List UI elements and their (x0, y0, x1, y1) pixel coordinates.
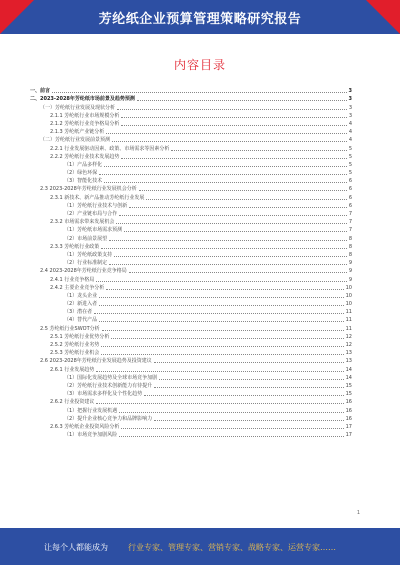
toc-leader-dots (119, 412, 343, 413)
toc-entry-label: （1）龙头企业 (64, 292, 98, 299)
toc-entry-label: （2）芳纶纸行业技术创新能力有待提升 (64, 382, 153, 389)
toc-entry[interactable] (30, 86, 352, 94)
toc-leader-dots (159, 379, 343, 380)
toc-entry-page: 13 (345, 350, 352, 357)
toc-entry[interactable] (30, 405, 352, 413)
toc-entry[interactable] (30, 217, 352, 225)
toc-entry-label: 2.1.2 芳纶纸行业竞争格局分析 (50, 120, 120, 127)
toc-entry[interactable] (30, 233, 352, 241)
toc-entry-label: 2.2.2 芳纶纸行业技术发展趋势 (50, 153, 120, 160)
footer-banner (0, 528, 400, 565)
toc-leader-dots (119, 215, 347, 216)
toc-leader-dots (139, 190, 347, 191)
toc-entry-label: （2）提升企业核心竞争力和品牌影响力 (64, 415, 153, 422)
toc-entry-label: 2.1.1 芳纶纸行业市场规模分析 (50, 112, 120, 119)
toc-leader-dots (137, 100, 347, 101)
toc-entry-label: （1）芳纶纸行业技术与创新 (64, 202, 128, 209)
toc-entry-label: 2.6.1 行业发展趋势 (50, 366, 95, 373)
toc-entry[interactable] (30, 373, 352, 381)
toc-entry-page: 3 (348, 104, 352, 111)
toc-entry-label: 2.4.1 行业竞争格局 (50, 276, 95, 283)
toc-entry-page: 14 (345, 374, 352, 381)
toc-entry-page: 9 (348, 268, 352, 275)
toc-entry[interactable] (30, 315, 352, 323)
toc-entry-page: 6 (348, 186, 352, 193)
toc-entry-label: 2.5.1 芳纶纸行业优势分析 (50, 333, 110, 340)
toc-leader-dots (109, 240, 347, 241)
toc-entry-page: 13 (345, 358, 352, 365)
footer-slogan: 让每个人都能成为 (44, 543, 108, 552)
toc-entry-page: 6 (348, 194, 352, 201)
toc-entry-label: 2.3 2023-2028年芳纶纸行业发展机会分析 (40, 186, 137, 193)
toc-entry-label: （2）新进入者 (64, 301, 98, 308)
toc-leader-dots (104, 166, 347, 167)
toc-entry[interactable] (30, 242, 352, 250)
toc-entry-label: （3）智能化技术 (64, 178, 103, 185)
toc-entry-page: 9 (348, 260, 352, 267)
toc-leader-dots (99, 297, 343, 298)
toc-entry-label: 2.4.2 主要企业竞争分析 (50, 284, 105, 291)
toc-entry-label: （一）芳纶纸行业发展及现状分析 (40, 104, 116, 111)
toc-entry[interactable] (30, 258, 352, 266)
toc-entry[interactable] (30, 274, 352, 282)
toc-entry-page: 6 (348, 178, 352, 185)
toc-entry-label: （4）替代产品 (64, 317, 98, 324)
toc-entry[interactable] (30, 127, 352, 135)
toc-entry[interactable] (30, 176, 352, 184)
toc-entry[interactable] (30, 291, 352, 299)
toc-leader-dots (99, 321, 343, 322)
toc-entry[interactable] (30, 152, 352, 160)
toc-entry-page: 10 (345, 284, 352, 291)
header-banner (0, 0, 400, 34)
toc-entry-page: 17 (345, 432, 352, 439)
toc-entry[interactable] (30, 340, 352, 348)
toc-entry-label: 2.5.2 芳纶纸行业劣势 (50, 342, 100, 348)
toc-entry-label: 二、2023-2028年芳纶纸市场前景及趋势预测 (30, 96, 135, 103)
toc-entry[interactable] (30, 266, 352, 274)
toc-entry-page: 11 (345, 309, 352, 316)
toc-entry-label: （1）市场竞争加剧风险 (64, 432, 118, 439)
toc-leader-dots (99, 305, 343, 306)
toc-leader-dots (99, 174, 347, 175)
toc-entry[interactable] (30, 209, 352, 217)
toc-entry-page: 11 (345, 317, 352, 324)
toc-entry-page: 7 (348, 211, 352, 217)
toc-entry-page: 15 (345, 391, 352, 398)
toc-leader-dots (129, 207, 347, 208)
toc-entry-label: （2）绿色环保 (64, 170, 98, 177)
toc-leader-dots (52, 92, 347, 93)
toc-leader-dots (119, 436, 343, 437)
toc-entry-page: 15 (345, 382, 352, 389)
toc-leader-dots (124, 231, 347, 232)
toc-entry[interactable] (30, 119, 352, 127)
toc-entry-page: 5 (348, 161, 352, 168)
table-of-contents (30, 86, 352, 438)
toc-leader-dots (116, 223, 346, 224)
toc-entry-label: （1）芳纶纸政策支持 (64, 251, 113, 258)
toc-leader-dots (104, 182, 347, 183)
toc-entry-page: 7 (348, 219, 352, 226)
toc-entry-page: 5 (348, 170, 352, 177)
toc-entry[interactable] (30, 250, 352, 258)
toc-leader-dots (114, 256, 347, 257)
toc-entry-label: （1）国际化发展趋势及全球市场竞争加剧 (64, 374, 158, 381)
toc-entry-label: 2.3.3 芳纶纸行业政策 (50, 243, 100, 250)
toc-entry-label: （2）市场前景展望 (64, 235, 108, 242)
toc-entry-page: 16 (345, 407, 352, 414)
toc-entry-page: 10 (345, 301, 352, 308)
toc-entry[interactable] (30, 356, 352, 364)
toc-entry[interactable] (30, 299, 352, 307)
toc-entry-label: 2.6.3 芳纶纸企业投资风险分析 (50, 423, 120, 430)
toc-entry[interactable] (30, 143, 352, 151)
toc-leader-dots (171, 150, 346, 151)
toc-entry[interactable] (30, 348, 352, 356)
toc-entry[interactable] (30, 397, 352, 405)
toc-entry[interactable] (30, 192, 352, 200)
toc-entry-page: 4 (348, 129, 352, 136)
toc-entry-page: 6 (348, 202, 352, 209)
toc-entry-page: 14 (345, 366, 352, 373)
toc-heading: 内容目录 (173, 58, 226, 72)
toc-entry-label: 一、前言 (30, 88, 51, 95)
toc-entry-label: （二）芳纶纸行业发展前景预测 (40, 137, 111, 144)
toc-entry[interactable] (30, 135, 352, 143)
toc-entry[interactable] (30, 201, 352, 209)
toc-leader-dots (101, 346, 343, 347)
toc-entry[interactable] (30, 94, 352, 102)
toc-entry-label: （2）产业链布局与合作 (64, 211, 118, 217)
toc-entry[interactable] (30, 102, 352, 110)
toc-entry-page: 12 (345, 333, 352, 340)
toc-leader-dots (121, 428, 343, 429)
toc-entry-page: 8 (348, 235, 352, 242)
toc-entry-page: 16 (345, 399, 352, 406)
toc-entry[interactable] (30, 381, 352, 389)
toc-entry-page: 17 (345, 423, 352, 430)
toc-leader-dots (101, 248, 347, 249)
toc-leader-dots (154, 362, 344, 363)
toc-entry[interactable] (30, 111, 352, 119)
toc-leader-dots (117, 109, 347, 110)
toc-entry-label: （3）潜在者 (64, 309, 93, 316)
toc-entry-page: 4 (348, 120, 352, 127)
toc-entry-page: 3 (348, 96, 352, 103)
toc-entry-page: 4 (348, 137, 352, 144)
toc-entry[interactable] (30, 332, 352, 340)
toc-entry-label: （1）把握行业发展机遇 (64, 407, 118, 414)
toc-entry-label: 2.3.2 市场需求带来发展机会 (50, 219, 115, 226)
toc-leader-dots (106, 289, 343, 290)
toc-entry[interactable] (30, 160, 352, 168)
toc-leader-dots (129, 272, 347, 273)
toc-entry[interactable] (30, 184, 352, 192)
toc-leader-dots (94, 313, 343, 314)
toc-entry[interactable] (30, 323, 352, 331)
toc-entry-label: （3）市场需求多样化及个性化趋势 (64, 391, 143, 398)
toc-entry-page: 16 (345, 415, 352, 422)
toc-entry-label: 2.6.2 行业投资建议 (50, 399, 95, 406)
footer-expert-list: 行业专家、管理专家、营销专家、战略专家、运营专家…… (128, 543, 336, 552)
toc-entry-page: 5 (348, 145, 352, 152)
toc-leader-dots (109, 264, 347, 265)
toc-entry-page: 11 (345, 325, 352, 332)
toc-entry[interactable] (30, 225, 352, 233)
toc-leader-dots (121, 125, 346, 126)
toc-leader-dots (96, 281, 347, 282)
toc-entry[interactable] (30, 283, 352, 291)
toc-entry[interactable] (30, 422, 352, 430)
toc-entry-page: 8 (348, 243, 352, 250)
toc-entry[interactable] (30, 168, 352, 176)
toc-entry-label: 2.2.1 行业发展驱动因素、政策、市场需求等因素分析 (50, 145, 170, 152)
toc-leader-dots (106, 133, 347, 134)
toc-entry-label: 2.5 芳纶纸行业SWOT分析 (40, 325, 100, 332)
toc-entry-page: 9 (348, 276, 352, 283)
toc-leader-dots (111, 338, 343, 339)
toc-entry-page: 3 (348, 112, 352, 119)
toc-entry[interactable] (30, 364, 352, 372)
toc-leader-dots (154, 420, 343, 421)
toc-leader-dots (121, 117, 346, 118)
toc-leader-dots (96, 403, 343, 404)
toc-entry-label: （2）行业标准制定 (64, 260, 108, 267)
toc-entry-page: 5 (348, 153, 352, 160)
toc-entry-label: （1）产品多样化 (64, 161, 103, 168)
toc-entry-label: 2.4 2023-2028年芳纶纸行业竞争格局 (40, 268, 127, 275)
toc-entry-page: 10 (345, 292, 352, 299)
toc-entry-label: 2.3.1 新技术、新产品推动芳纶纸行业发展 (50, 194, 145, 201)
toc-entry[interactable] (30, 307, 352, 315)
toc-entry-label: 2.6 2023-2028年芳纶纸行业发展趋势及投资建议 (40, 358, 152, 365)
page-number: 1 (356, 510, 360, 516)
toc-entry[interactable] (30, 430, 352, 438)
toc-leader-dots (146, 199, 346, 200)
toc-leader-dots (101, 354, 343, 355)
toc-leader-dots (96, 371, 343, 372)
toc-entry[interactable] (30, 389, 352, 397)
toc-leader-dots (154, 387, 343, 388)
report-title: 芳纶纸企业预算管理策略研究报告 (98, 12, 302, 27)
toc-leader-dots (144, 395, 343, 396)
toc-entry-label: 2.1.3 芳纶纸产业链分析 (50, 129, 105, 136)
toc-entry[interactable] (30, 414, 352, 422)
toc-leader-dots (112, 141, 347, 142)
toc-entry-page: 3 (348, 88, 352, 95)
toc-entry-label: （1）芳纶纸市场需求预测 (64, 227, 123, 234)
toc-leader-dots (102, 330, 344, 331)
toc-entry-page: 7 (348, 227, 352, 234)
toc-leader-dots (121, 158, 346, 159)
toc-entry-label: 2.5.3 芳纶纸行业机会 (50, 350, 100, 357)
toc-entry-page: 8 (348, 251, 352, 258)
toc-entry-page: 12 (345, 342, 352, 348)
